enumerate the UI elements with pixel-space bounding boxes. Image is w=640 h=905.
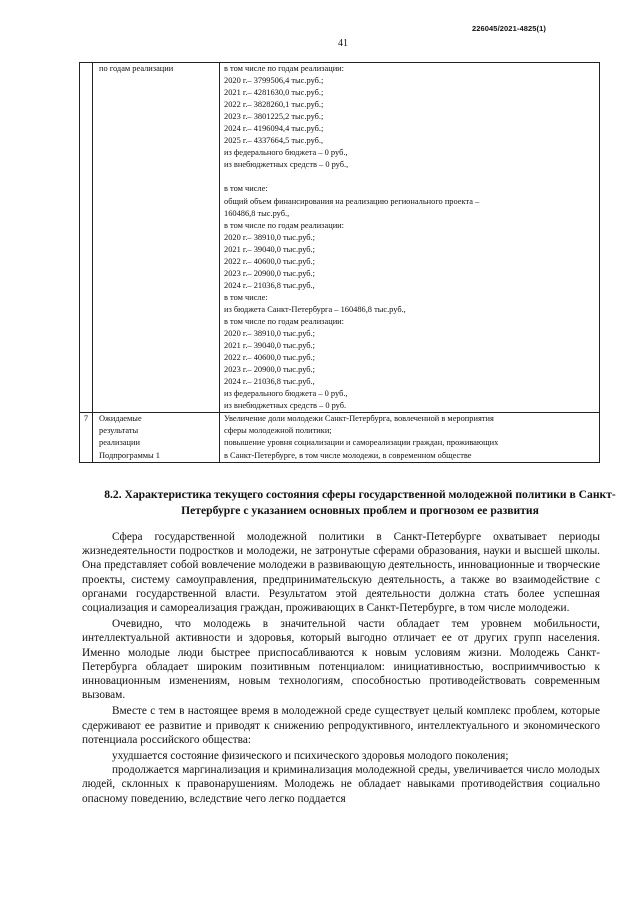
content-blank-line <box>224 171 597 183</box>
body-paragraph: ухудшается состояние физического и психического здоровья молодого поколения; <box>112 750 509 763</box>
content-line: 2020 г.– 3799506,4 тыс.руб.; <box>224 76 324 86</box>
content-line: 2024 г.– 21036,8 тыс.руб., <box>224 280 315 290</box>
row-label-line: Ожидаемые <box>99 414 142 424</box>
table-row <box>80 63 600 413</box>
body-paragraph: Сфера государственной молодежной политики в Санкт-Петербурге охватывает периоды жизнедеятельности подростков и молодежи, не затронутые сферами образования, науки и высшей школы. Она представляет собой вовлечение молодежи в развивающую деятельность, инновационные и творческие проекты, систему самоуправления, предпринимательскую деятельность, а также во взаимодействие с органами государственной власти. Результатом этой деятельности должна стать более успешная социализация и самореализация граждан, проживающих в Санкт-Петербурге, в том числе молодежи. <box>82 531 600 615</box>
program-passport-table <box>79 62 600 463</box>
content-line: 2021 г.– 39040,0 тыс.руб.; <box>224 341 315 351</box>
page-number: 41 <box>338 38 348 49</box>
body-paragraph: Вместе с тем в настоящее время в молодежной среде существует целый комплекс проблем, которые сдерживают ее развитие и приводят к снижению репродуктивного, интеллектуального и экономического потенциала российского общества: <box>82 705 600 746</box>
body-paragraph: Очевидно, что молодежь в значительной части обладает тем уровнем мобильности, интеллектуальной активности и здоровья, который выгодно отличает ее от других групп населения. Именно молодые люди быстрее приспосабливаются к новым условиям жизни. Молодежь Санкт-Петербурга обладает широким позитивным потенциалом: инициативностью, восприимчивостью к инновационным изменениям, новым технологиям, способностью противодействовать современным вызовам. <box>82 618 600 702</box>
table-row <box>80 413 600 462</box>
row-label-line: результаты <box>99 426 139 436</box>
content-line: общий объем финансирования на реализацию регионального проекта – <box>224 196 480 206</box>
content-line: 2022 г.– 3828260,1 тыс.руб.; <box>224 100 324 110</box>
content-line: из внебюджетных средств – 0 руб. <box>224 401 347 411</box>
content-line: 160486,8 тыс.руб., <box>224 208 290 218</box>
row-label-cell <box>93 413 220 462</box>
body-paragraph: продолжается маргинализация и криминализация молодежной среды, увеличивается число молодых людей, склонных к правонарушениям. Молодежь не обладает навыками противодействия социально опасному поведению, вследствие чего легко поддается <box>82 764 600 805</box>
content-line: в том числе: <box>224 184 268 194</box>
content-line: из федерального бюджета – 0 руб., <box>224 389 348 399</box>
content-line: 2024 г.– 21036,8 тыс.руб., <box>224 377 315 387</box>
row-number-cell <box>80 63 93 413</box>
row-content-cell <box>220 63 600 413</box>
content-line: сферы молодежной политики; <box>224 426 332 436</box>
content-line: 2024 г.– 4196094,4 тыс.руб.; <box>224 124 324 134</box>
row-label-line: реализации <box>99 438 140 448</box>
content-line: 2021 г.– 39040,0 тыс.руб.; <box>224 244 315 254</box>
row-number-cell: 7 <box>80 413 93 462</box>
content-line: в том числе по годам реализации: <box>224 64 344 73</box>
content-line: из федерального бюджета – 0 руб., <box>224 148 348 158</box>
content-line: в Санкт-Петербурге, в том числе молодежи, в современном обществе <box>224 450 472 460</box>
content-line: 2023 г.– 20900,0 тыс.руб.; <box>224 365 315 375</box>
content-line: 2023 г.– 3801225,2 тыс.руб.; <box>224 112 324 122</box>
row-label-line: Подпрограммы 1 <box>99 450 160 460</box>
content-line: Увеличение доли молодежи Санкт-Петербурга, вовлеченной в мероприятия <box>224 414 494 424</box>
row-label-line: по годам реализации <box>99 64 174 73</box>
row-label-cell <box>93 63 220 413</box>
content-line: в том числе по годам реализации: <box>224 220 344 230</box>
content-line: из бюджета Санкт-Петербурга – 160486,8 тыс.руб., <box>224 304 406 314</box>
document-registration-number: 226045/2021-4825(1) <box>471 24 546 33</box>
content-line: повышение уровня социализации и самореализации граждан, проживающих <box>224 438 499 448</box>
content-line: в том числе: <box>224 292 268 302</box>
content-line: 2020 г.– 38910,0 тыс.руб.; <box>224 232 315 242</box>
content-line: 2023 г.– 20900,0 тыс.руб.; <box>224 268 315 278</box>
content-line: 2022 г.– 40600,0 тыс.руб.; <box>224 256 315 266</box>
content-line: 2025 г.– 4337664,5 тыс.руб., <box>224 136 324 146</box>
content-line: 2020 г.– 38910,0 тыс.руб.; <box>224 329 315 339</box>
content-line: из внебюджетных средств – 0 руб., <box>224 160 349 170</box>
section-heading: 8.2. Характеристика текущего состояния сферы государственной молодежной политики в Санкт-Петербурге с указанием основных проблем и прогнозом ее развития <box>104 488 616 517</box>
content-line: в том числе по годам реализации: <box>224 316 344 326</box>
content-line: 2021 г.– 4281630,0 тыс.руб.; <box>224 88 324 98</box>
content-line: 2022 г.– 40600,0 тыс.руб.; <box>224 353 315 363</box>
row-content-cell <box>220 413 600 462</box>
section-body <box>82 530 600 808</box>
